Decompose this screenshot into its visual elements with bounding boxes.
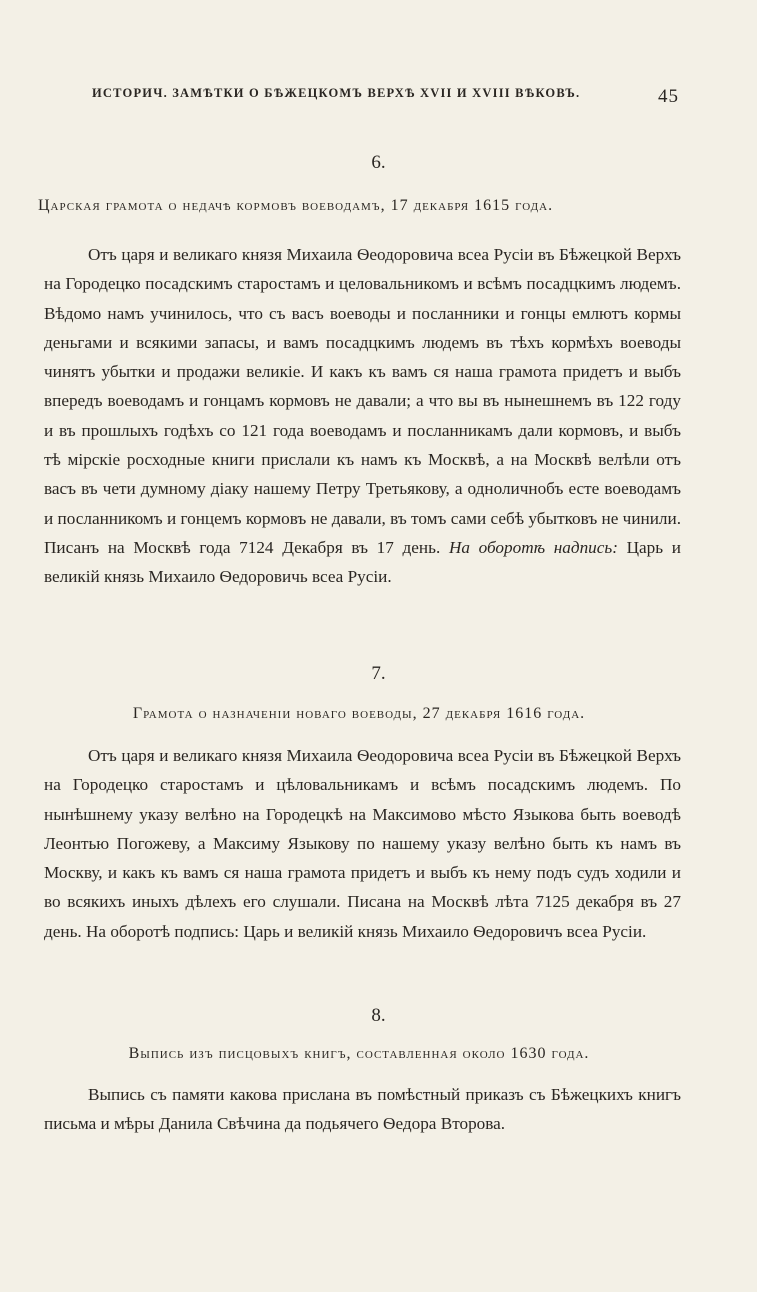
section-number: 8.: [371, 1005, 386, 1026]
section-title: Грамота о назначеніи новаго воеводы, 27 декабря 1616 года.: [132, 705, 586, 722]
section-paragraph: Отъ царя и великаго князя Михаила Ѳеодоровича всеа Русіи въ Бѣжецкой Верхъ на Городецко старостамъ и цѣловальникамъ и всѣмъ посадскимъ людемъ. По нынѣшнему указу велѣно на Городецкѣ на Максимово мѣсто Языкова быть воеводѣ Леонтью Погожеву, а Максиму Языкову по нашему указу велѣно быть къ намъ въ Москву, и какъ къ вамъ ся наша грамота придетъ и выбъ къ нему подъ судъ ходили и во всякихъ иныхъ дѣлехъ его слушали. Писана на Москвѣ лѣта 7125 декабря въ 27 день. На оборотѣ подпись: Царь и великій князь Михаило Ѳедоровичъ всеа Русіи.: [44, 746, 681, 941]
section-title: Царская грамота о недачѣ кормовъ воеводамъ, 17 декабря 1615 года.: [38, 197, 554, 214]
section-title: Выпись изъ писцовыхъ книгъ, составленная около 1630 года.: [128, 1045, 590, 1062]
section-number: 6.: [371, 152, 386, 173]
italic-note: На оборотѣ надпись:: [448, 537, 618, 557]
section-number: 7.: [371, 663, 386, 684]
running-head: ИСТОРИЧ. ЗАМѢТКИ О БѢЖЕЦКОМЪ ВЕРХѢ XVII И XVIII ВѢКОВЪ.: [92, 86, 581, 100]
paragraph-text: Царь и великій князь Михаило Ѳедоровичь всеа Русіи.: [44, 537, 681, 587]
page-number: 45: [658, 86, 679, 107]
paragraph-text: Отъ царя и великаго князя Михаила Ѳеодоровича всеа Русіи въ Бѣжецкой Верхъ на Городецко посадскимъ старостамъ и целовальникомъ и всѣмъ посадцкимъ людемъ. Вѣдомо намъ учинилось, что съ васъ воеводы и посланники и гонцы емлютъ кормы деньгами и всякими запасы, и вамъ посадцкимъ людемъ въ тѣхъ кормѣхъ воеводы чинятъ убытки и продажи великіе. И какъ къ вамъ ся наша грамота придетъ и выбъ впередъ воеводамъ и гонцамъ кормовъ не давали; а что вы въ нынешнемъ въ 122 году и въ прошлыхъ годѣхъ со 121 года воеводамъ и посланникамъ дали кормовъ, и выбъ тѣ мірскіе росходные книги прислали къ намъ къ Москвѣ, а на Москвѣ велѣли отъ васъ въ чети думному діаку нашему Петру Третьякову, а одноличнобъ есте воеводамъ и посланникомъ и гонцемъ кормовъ не давали, въ томъ сами себѣ убытковъ не чинили. Писанъ на Москвѣ года 7124 Декабря въ 17 день.: [44, 245, 681, 557]
section-paragraph: Выпись съ памяти какова прислана въ помѣстный приказъ съ Бѣжецкихъ книгъ письма и мѣры Данила Свѣчина да подьячего Ѳедора Второва.: [44, 1085, 681, 1134]
section-paragraph: [44, 240, 681, 592]
